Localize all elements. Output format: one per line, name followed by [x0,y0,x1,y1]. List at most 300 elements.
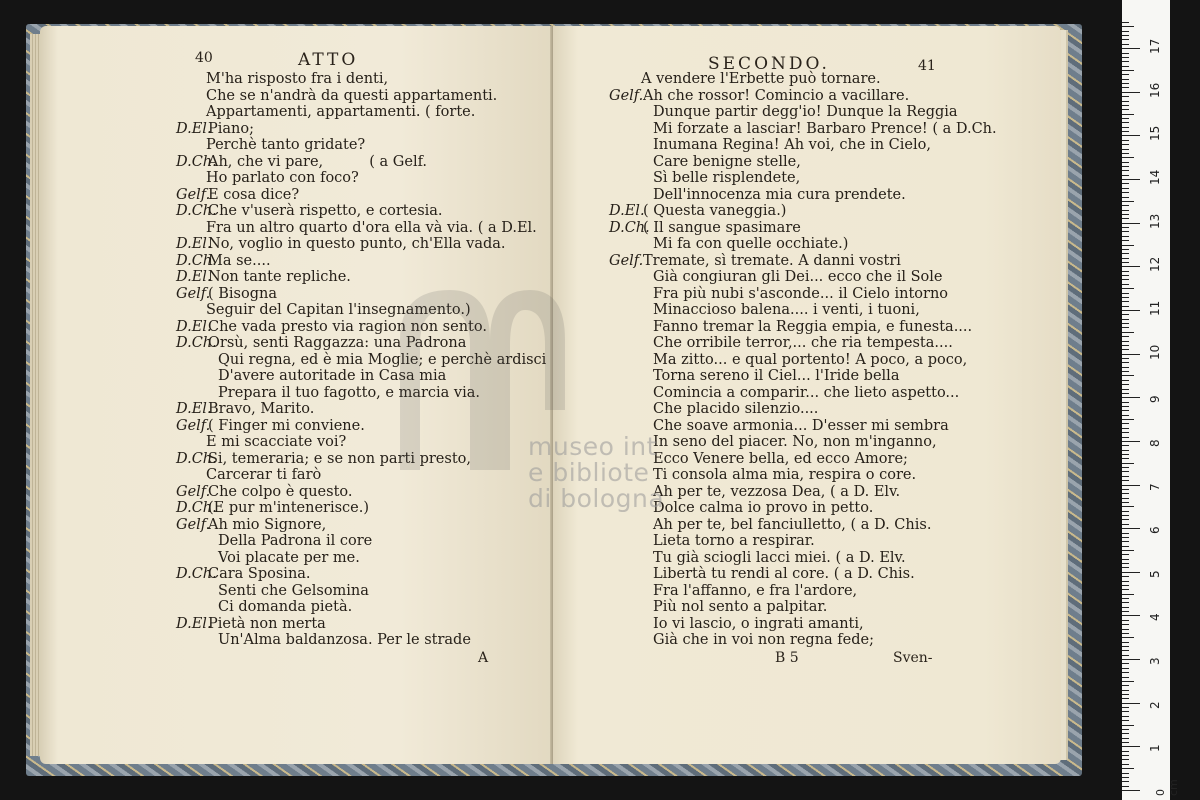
ruler-tick [1122,781,1129,782]
speaker-label: Gelf. [176,285,211,302]
ruler-tick [1122,53,1129,54]
speaker-label: D.El. [176,269,212,285]
ruler-number: 15 [1148,126,1162,142]
ruler-tick [1122,162,1129,163]
ruler-tick [1122,454,1129,455]
verse-text: Io vi lascio, o ingrati amanti, [653,615,864,632]
verse-text: Ma se.... [208,252,271,269]
ruler-tick [1122,74,1129,75]
ruler-tick [1122,293,1129,294]
ruler-tick [1122,358,1129,359]
ruler-tick [1122,301,1129,302]
speaker-label: D.Ch. [176,500,217,516]
ruler-tick [1122,227,1129,228]
ruler-tick [1122,602,1129,603]
ruler-tick [1122,546,1129,547]
ruler-tick [1122,131,1129,132]
ruler-tick [1122,210,1129,211]
ruler-tick [1122,511,1129,512]
ruler-tick [1122,266,1140,267]
ruler-tick [1122,410,1129,411]
left-signature: A [478,650,489,666]
watermark-line: e bibliote [528,458,650,487]
verse-text: ( Il sangue spasimare [643,219,801,236]
ruler-tick [1122,240,1129,241]
ruler-tick [1122,332,1134,333]
verse-text: No, voglio in questo punto, ch'Ella vada. [208,236,506,252]
ruler-tick [1122,733,1129,734]
ruler-number: 16 [1148,82,1162,98]
ruler-tick [1122,415,1129,416]
verse-text: Che soave armonia... D'esser mi sembra [653,417,949,434]
ruler-tick [1122,371,1129,372]
verse-text: D'avere autoritade in Casa mia [218,368,447,384]
ruler-number: 9 [1148,395,1162,404]
ruler-tick [1122,92,1140,93]
ruler-tick [1122,790,1140,791]
verse-text: Comincia a comparir... che lieto aspetto... [653,384,960,401]
ruler-tick [1122,188,1129,189]
verse-text: Un'Alma baldanzosa. Per le strade [218,632,471,648]
ruler-tick [1122,380,1129,381]
speaker-label: D.Ch. [176,566,217,582]
ruler-tick [1122,327,1129,328]
verse-text: Ma zitto... e qual portento! A poco, a poco, [653,351,968,368]
ruler-tick [1122,245,1134,246]
ruler-tick [1122,576,1129,577]
ruler-tick [1122,458,1129,459]
speaker-label: D.El. [176,401,212,417]
right-signature: B 5 [775,650,799,666]
ruler-tick [1122,48,1140,49]
verse-text: Ci domanda pietà. [218,599,353,615]
verse-text: Dunque partir degg'io! Dunque la Reggia [653,104,958,120]
ruler-tick [1122,581,1129,582]
verse-text: Tu già sciogli lacci miei. ( a D. Elv. [653,549,906,566]
verse-text: Bravo, Marito. [208,401,315,417]
speaker-label: D.Ch. [176,252,217,269]
verse-text: Fra più nubi s'asconde... il Cielo intorno [653,285,949,302]
speaker-label: D.Ch. [176,153,217,170]
ruler-tick [1122,253,1129,254]
verse-text: Qui regna, ed è mia Moglie; e perchè ardisci [218,351,547,368]
ruler-tick [1122,336,1129,337]
ruler-tick [1122,144,1129,145]
ruler-tick [1122,22,1129,23]
ruler-tick [1122,450,1129,451]
speaker-label: D.El. [176,615,212,632]
verse-text: Libertà tu rendi al core. ( a D. Chis. [653,566,915,582]
ruler-tick [1122,406,1129,407]
ruler-tick [1122,716,1129,717]
ruler-tick [1122,423,1129,424]
verse-text: Già che in voi non regna fede; [653,632,874,648]
ruler-tick [1122,83,1129,84]
right-page [553,26,1061,764]
verse-text: Ti consola alma mia, respira o core. [653,467,917,483]
ruler-tick [1122,498,1129,499]
ruler-tick [1122,101,1129,102]
measurement-ruler [1122,0,1180,800]
right-page-number: 41 [918,58,936,74]
ruler-tick [1122,384,1129,385]
ruler-tick [1122,127,1129,128]
ruler-tick [1122,559,1129,560]
verse-text: Tremate, sì tremate. A danni vostri [643,252,901,269]
verse-text: M'ha risposto fra i denti, [206,71,389,87]
ruler-tick [1122,729,1129,730]
ruler-tick [1122,533,1129,534]
ruler-tick [1122,236,1129,237]
verse-text: Appartamenti, appartamenti. ( forte. [206,104,476,120]
ruler-tick [1122,362,1129,363]
ruler-tick [1122,502,1129,503]
verse-text: Minaccioso balena.... i venti, i tuoni, [653,302,920,318]
ruler-tick [1122,659,1140,660]
verse-text: Ah, che vi pare, ( a Gelf. [208,153,428,170]
ruler-number: 10 [1148,344,1162,360]
ruler-tick [1122,751,1129,752]
ruler-tick [1122,319,1129,320]
verse-text: Che vada presto via ragion non sento. [208,318,487,335]
verse-text: E cosa dice? [208,186,300,203]
ruler-tick [1122,231,1129,232]
verse-text: Fanno tremar la Reggia empia, e funesta.... [653,318,973,335]
ruler-tick [1122,44,1129,45]
ruler-tick [1122,57,1129,58]
ruler-tick [1122,214,1129,215]
right-running-header: SECONDO. [708,54,830,74]
verse-text: Torna sereno il Ciel... l'Iride bella [653,368,900,384]
ruler-tick [1122,205,1129,206]
ruler-number: 13 [1148,213,1162,229]
ruler-tick [1122,118,1129,119]
ruler-tick [1122,314,1129,315]
ruler-tick [1122,489,1129,490]
ruler-tick [1122,288,1134,289]
ruler-tick [1122,170,1129,171]
ruler-tick [1122,642,1129,643]
ruler-tick [1122,506,1134,507]
speaker-label: D.El. [176,236,212,252]
ruler-tick [1122,26,1134,27]
verse-text: (E pur m'intenerisce.) [208,500,370,516]
ruler-number: 17 [1148,38,1162,55]
ruler-tick [1122,345,1129,346]
ruler-tick [1122,157,1134,158]
ruler-tick [1122,149,1129,150]
speaker-label: D.Ch. [176,335,217,351]
ruler-tick [1122,397,1140,398]
ruler-tick [1122,725,1134,726]
ruler-number: 11 [1148,300,1162,316]
ruler-tick [1122,441,1140,442]
ruler-tick [1122,192,1129,193]
watermark-line: di bologna [528,484,665,513]
ruler-tick [1122,197,1129,198]
ruler-tick [1122,746,1140,747]
verse-text: Sì belle risplendete, [653,170,801,186]
ruler-tick [1122,79,1129,80]
verse-text: Orsù, senti Raggazza: una Padrona [208,335,467,351]
ruler-tick [1122,223,1140,224]
ruler-tick [1122,572,1140,573]
ruler-tick [1122,611,1129,612]
speaker-label: D.El. [609,203,645,219]
verse-text: Care benigne stelle, [653,153,801,170]
ruler-tick [1122,114,1134,115]
verse-text: Che orribile terror,... che ria tempesta.... [653,335,953,351]
verse-text: Ah che rossor! Comincio a vacillare. [643,87,910,104]
museum-watermark-text [528,434,664,512]
ruler-tick [1122,694,1129,695]
verse-text: Lieta torno a respirar. [653,533,815,549]
ruler-tick [1122,598,1129,599]
ruler-tick [1122,650,1129,651]
ruler-tick [1122,275,1129,276]
ruler-tick [1122,367,1129,368]
verse-text: Dolce calma io provo in petto. [653,500,874,516]
ruler-tick [1122,480,1129,481]
ruler-tick [1122,262,1129,263]
ruler-tick [1122,105,1129,106]
ruler-tick [1122,637,1134,638]
speaker-label: Gelf. [176,516,211,533]
ruler-tick [1122,786,1129,787]
ruler-tick [1122,672,1129,673]
ruler-tick [1122,629,1129,630]
verse-text: Della Padrona il core [218,533,373,549]
ruler-tick [1122,70,1134,71]
ruler-tick [1122,690,1129,691]
verse-text: Perchè tanto gridate? [206,137,366,153]
ruler-tick [1122,720,1129,721]
ruler-tick [1122,703,1140,704]
speaker-label: D.Ch. [176,203,217,219]
ruler-tick [1122,310,1140,311]
speaker-label: D.Ch. [609,219,650,236]
verse-text: Mi fa con quelle occhiate.) [653,236,849,252]
verse-text: ( Questa vaneggia.) [643,203,787,219]
ruler-tick [1122,624,1129,625]
ruler-tick [1122,777,1129,778]
verse-text: Ecco Venere bella, ed ecco Amore; [653,450,908,467]
ruler-tick [1122,341,1129,342]
ruler-tick [1122,633,1129,634]
ruler-tick [1122,515,1129,516]
verse-text: Pietà non merta [208,615,326,632]
speaker-label: D.Ch. [176,450,217,467]
ruler-tick [1122,698,1129,699]
ruler-tick [1122,615,1140,616]
ruler-tick [1122,620,1129,621]
ruler-tick [1122,153,1129,154]
ruler-number: 8 [1148,439,1162,447]
ruler-tick [1122,183,1129,184]
verse-text: Che placido silenzio.... [653,401,819,417]
ruler-number: 5 [1148,570,1162,578]
ruler-tick [1122,271,1129,272]
ruler-tick [1122,258,1129,259]
speaker-label: Gelf. [176,186,211,203]
ruler-number: 14 [1148,169,1162,186]
verse-text: Ho parlato con foco? [206,170,359,186]
ruler-tick [1122,663,1129,664]
ruler-tick [1122,375,1134,376]
ruler-tick [1122,96,1129,97]
left-running-header: ATTO [298,50,359,70]
verse-text: ( Finger mi conviene. [208,417,365,434]
ruler-tick [1122,463,1134,464]
ruler-tick [1122,550,1134,551]
verse-text: Piano; [208,120,254,137]
speaker-label: Gelf. [176,417,211,434]
ruler-tick [1122,764,1129,765]
ruler-tick [1122,323,1129,324]
ruler-tick [1122,646,1129,647]
ruler-number: 3 [1148,657,1162,666]
verse-text: Mi forzate a lasciar! Barbaro Prence! ( a D.Ch. [653,120,997,137]
verse-text: Ah mio Signore, [208,516,327,533]
ruler-tick [1122,39,1129,40]
ruler-tick [1122,402,1129,403]
verse-text: Ah per te, vezzosa Dea, ( a D. Elv. [653,483,901,500]
ruler-tick [1122,393,1129,394]
verse-text: Senti che Gelsomina [218,582,369,599]
verse-text: Cara Sposina. [208,566,311,582]
ruler-tick [1122,524,1129,525]
verse-text: Si, temeraria; e se non parti presto, [208,450,471,467]
ruler-tick [1122,589,1129,590]
verse-text: Fra un altro quarto d'ora ella và via. ( a D.El. [206,219,537,236]
ruler-tick [1122,218,1129,219]
verse-text: Dell'innocenza mia cura prendete. [653,186,906,203]
ruler-tick [1122,677,1129,678]
ruler-tick [1122,563,1129,564]
ruler-tick [1122,707,1129,708]
ruler-tick [1122,471,1129,472]
ruler-tick [1122,297,1129,298]
ruler-tick [1122,389,1129,390]
verse-text: Già congiuran gli Dei... ecco che il Sole [653,269,943,285]
ruler-tick [1122,284,1129,285]
ruler-tick [1122,554,1129,555]
ruler-tick [1122,419,1134,420]
verse-text: E mi scacciate voi? [206,434,347,450]
verse-text: Inumana Regina! Ah voi, che in Cielo, [653,137,931,153]
verse-text: In seno del piacer. No, non m'inganno, [653,434,937,450]
ruler-tick [1122,445,1129,446]
left-page-number: 40 [195,50,213,66]
ruler-tick [1122,87,1129,88]
ruler-tick [1122,349,1129,350]
verse-text: Prepara il tuo fagotto, e marcia via. [218,384,481,401]
ruler-number: 1 [1148,744,1162,753]
ruler-number: 2 [1148,701,1162,709]
verse-text: Seguir del Capitan l'insegnamento.) [206,302,471,318]
verse-text: Carcerar ti farò [206,467,322,483]
right-catchword: Sven- [893,650,933,666]
ruler-tick [1122,755,1129,756]
ruler-tick [1122,166,1129,167]
ruler-tick [1122,122,1129,123]
ruler-tick [1122,35,1129,36]
verse-text: ( Bisogna [208,285,277,302]
speaker-label: D.El. [176,120,212,137]
ruler-tick [1122,594,1134,595]
speaker-label: Gelf. [609,87,644,104]
ruler-tick [1122,175,1129,176]
ruler-tick [1122,537,1129,538]
watermark-line: museo int [528,432,657,461]
verse-text: Che se n'andrà da questi appartamenti. [206,87,498,104]
ruler-tick [1122,306,1129,307]
ruler-number: 7 [1148,482,1162,491]
ruler-tick [1122,528,1140,529]
verse-text: Più nol sento a palpitar. [653,599,828,615]
ruler-tick [1122,519,1129,520]
ruler-tick [1122,759,1129,760]
ruler-tick [1122,437,1129,438]
ruler-tick [1122,768,1134,769]
verse-text: Fra l'affanno, e fra l'ardore, [653,582,858,599]
verse-text: Non tante repliche. [208,269,351,285]
verse-text: Ah per te, bel fanciulletto, ( a D. Chis. [653,516,932,533]
ruler-tick [1122,711,1129,712]
ruler-tick [1122,567,1129,568]
ruler-tick [1122,485,1140,486]
ruler-tick [1122,738,1129,739]
speaker-label: Gelf. [176,483,211,500]
ruler-tick [1122,655,1129,656]
ruler-tick [1122,61,1129,62]
ruler-number: 12 [1148,257,1162,273]
verse-text: Che v'userà rispetto, e cortesia. [208,203,443,219]
ruler-tick [1122,66,1129,67]
ruler-tick [1122,607,1129,608]
verse-text: Voi placate per me. [218,549,360,566]
ruler-tick [1122,585,1129,586]
ruler-tick [1122,201,1134,202]
ruler-tick [1122,31,1129,32]
ruler-unit-label: 0 cm [1154,779,1180,796]
verse-text: Che colpo è questo. [208,483,353,500]
ruler-tick [1122,467,1129,468]
ruler-number: 4 [1148,613,1162,622]
ruler-tick [1122,685,1129,686]
ruler-tick [1122,432,1129,433]
ruler-tick [1122,493,1129,494]
speaker-label: Gelf. [609,252,644,269]
ruler-number: 6 [1148,526,1162,535]
ruler-tick [1122,742,1129,743]
ruler-tick [1122,681,1134,682]
ruler-tick [1122,135,1140,136]
ruler-tick [1122,668,1129,669]
ruler-tick [1122,541,1129,542]
ruler-tick [1122,428,1129,429]
ruler-tick [1122,476,1129,477]
verse-text: A vendere l'Erbette può tornare. [641,71,881,87]
ruler-tick [1122,109,1129,110]
ruler-tick [1122,179,1140,180]
ruler-tick [1122,279,1129,280]
speaker-label: D.El. [176,318,212,335]
ruler-tick [1122,140,1129,141]
ruler-tick [1122,249,1129,250]
ruler-tick [1122,773,1129,774]
ruler-tick [1122,354,1140,355]
